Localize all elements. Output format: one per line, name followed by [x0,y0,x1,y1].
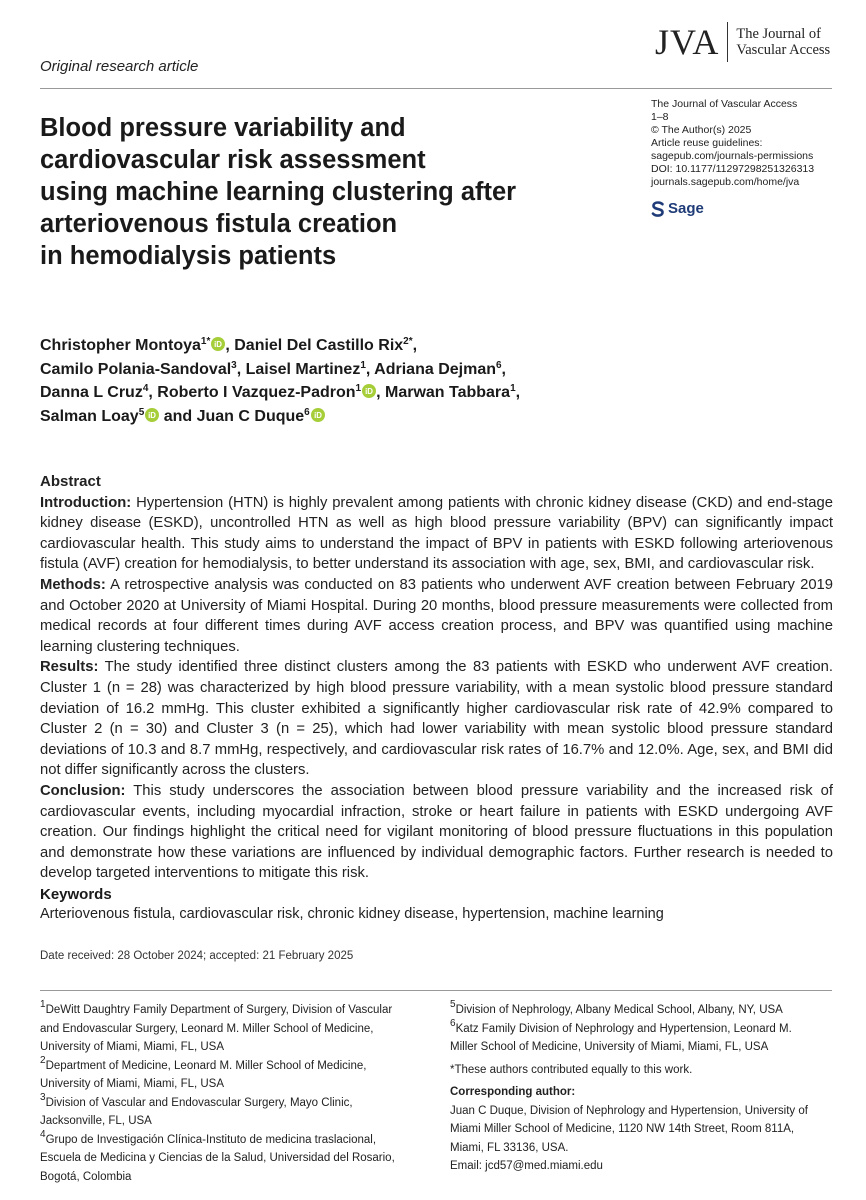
affiliation-text: Miller School of Medicine, University of Miami, Miami, FL, USA [450,1041,769,1053]
author-separator: , [412,337,418,354]
affiliation-text: Katz Family Division of Nephrology and Hypertension, Leonard M. [455,1022,792,1035]
affiliation-text: Escuela de Medicina y Ciencias de la Salud, Universidad del Rosario, [40,1152,395,1164]
equal-contribution-note: *These authors contributed equally to this work. [450,1063,693,1076]
keywords-text: Arteriovenous fistula, cardiovascular risk, chronic kidney disease, hypertension, machine learning [40,906,664,922]
author-name[interactable]: Marwan Tabbara [384,384,511,401]
affiliation-line [40,1001,440,1020]
author-separator: , [501,360,506,378]
abstract-methods [40,575,833,657]
orcid-icon[interactable] [311,408,325,422]
section-label: Results: [40,659,99,676]
affiliation-marker: 2 [40,1054,46,1066]
author-name[interactable]: Danna L Cruz [40,384,143,401]
affiliation-text: University of Miami, Miami, FL, USA [40,1041,225,1053]
affiliation-line [40,1091,440,1113]
article-type: Original research article [40,58,199,75]
affiliation-text: Grupo de Investigación Clínica-Instituto de medicina traslacional, [45,1133,377,1146]
svg-text:iD: iD [148,410,157,420]
affiliation [450,1001,850,1020]
journal-logo-mark: JVA [655,22,720,62]
affiliation [40,1091,440,1131]
affiliation-line [40,1054,440,1076]
author-affiliation-marker: 5 [138,406,145,418]
journal-logo[interactable] [655,20,830,64]
abstract-introduction [40,493,833,575]
publisher-name: Sage [668,200,704,217]
author-separator: , [376,384,385,401]
keywords-heading: Keywords [40,886,112,903]
footer-divider [40,990,832,991]
author-affiliation-marker: 3 [231,359,237,371]
affiliation-text: Department of Medicine, Leonard M. Miller School of Medicine, [45,1059,367,1072]
journal-name-line: Vascular Access [736,42,831,58]
journal-meta [651,98,851,189]
author-affiliation-marker: 6 [495,359,502,371]
affiliation-text: Division of Nephrology, Albany Medical School, Albany, NY, USA [455,1004,783,1016]
author-affiliation-marker: 1* [200,336,211,347]
affiliation-line [450,1038,850,1057]
affiliation-marker: 4 [40,1128,46,1140]
abstract-results [40,657,833,781]
sage-s-icon [651,201,665,217]
affiliations-left [40,1001,440,1186]
author-name[interactable]: Juan C Duque [196,407,305,425]
author-line [40,358,840,382]
affiliation-line [40,1075,440,1094]
title-line: cardiovascular risk assessment [40,146,426,174]
corresponding-line: Miami Miller School of Medicine, 1120 NW 14th Street, Room 811A, [450,1123,795,1135]
section-text: The study identified three distinct clusters among the 83 patients with ESKD who underwent AVF creation. Cluster 1 (n = 28) was characterized by high blood pressure variability, with a mean systolic blood pressure standard deviation of 16.2 mmHg. This cluster exhibited a significantly higher cardiovascular risk rate of 42.9% compared to Cluster 2 (n = 30) and Cluster 3 (n = 25), which had lower variability with mean systolic blood pressure standard deviations of 10.3 and 8.7 mmHg, respectively, and cardiovascular risk rates of 16.7% and 12.0%. Age, sex, and BMI did not differ significantly across the clusters. [40,659,833,779]
affiliation-text: University of Miami, Miami, FL, USA [40,1078,225,1090]
author-affiliation-marker: 2* [403,336,413,347]
section-label: Methods: [40,576,106,593]
author-separator: , [365,360,375,378]
affiliation-line [40,1168,440,1187]
author-separator: and [159,407,197,425]
affiliation-line [40,1038,440,1057]
affiliation-marker: 5 [450,999,456,1010]
affiliation-text: and Endovascular Surgery, Leonard M. Miller School of Medicine, [40,1022,374,1035]
author-separator: , [225,337,235,354]
logo-divider [727,22,728,62]
author-name[interactable]: Daniel Del Castillo Rix [234,337,404,354]
affiliation-list [450,1001,850,1057]
title-line: in hemodialysis patients [40,242,337,270]
corresponding-email[interactable]: Email: jcd57@med.miami.edu [450,1160,603,1172]
title-line: arteriovenous fistula creation [40,210,398,238]
svg-text:iD: iD [313,410,322,420]
affiliation-text: Division of Vascular and Endovascular Surgery, Mayo Clinic, [45,1096,353,1109]
meta-reuse-label: Article reuse guidelines: [651,137,763,149]
author-affiliation-marker: 1 [360,359,366,371]
affiliation-text: Bogotá, Colombia [40,1170,132,1183]
section-label: Introduction: [40,494,132,511]
affiliation [40,1128,440,1187]
journal-name-line: The Journal of [736,26,821,42]
author-name[interactable]: Christopher Montoya [40,337,201,354]
title-line: Blood pressure variability and [40,114,406,142]
orcid-icon[interactable] [211,337,225,351]
author-name[interactable]: Salman Loay [40,407,139,425]
affiliation-line [40,1128,440,1150]
meta-doi[interactable]: DOI: 10.1177/11297298251326313 [651,163,815,175]
affiliation-text: DeWitt Daughtry Family Department of Surgery, Division of Vascular [45,1004,393,1016]
affiliation [40,1054,440,1094]
svg-text:iD: iD [365,387,374,397]
section-text: This study underscores the association between blood pressure variability and the increased risk of cardiovascular events, including myocardial infraction, stroke or heart failure in patients with ESKD undergoing AVF creation. Our findings highlight the critical need for vigilant monitoring of blood pressure fluctuations in this population and demonstrate how these variations are influenced by individual demographic factors. Further research is needed to develop targeted interventions to mitigate this risk. [40,782,834,882]
meta-copyright: © The Author(s) 2025 [651,124,752,136]
meta-permissions-link[interactable]: sagepub.com/journals-permissions [651,150,814,162]
meta-pages: 1–8 [651,111,669,123]
author-list [40,334,840,428]
corresponding-line: Miami, FL 33136, USA. [450,1141,569,1154]
affiliation-marker: 6 [450,1017,456,1029]
affiliation-marker: 1 [40,999,46,1010]
affiliations-right [450,1001,850,1176]
affiliation-text: Jacksonville, FL, USA [40,1115,152,1127]
affiliation-line [450,1001,850,1020]
header-divider [40,88,832,89]
meta-journal-link[interactable]: journals.sagepub.com/home/jva [651,176,800,188]
author-separator: , [148,384,158,401]
abstract-heading: Abstract [40,473,101,490]
affiliation-line [40,1112,440,1131]
author-line [40,334,840,358]
section-text: Hypertension (HTN) is highly prevalent among patients with chronic kidney disease (CKD) and end-stage kidney disease (ESKD), uncontrolled HTN as well as high blood pressure variability (BPV) can significantly impact cardiovascular health. This study aims to understand the impact of BPV in patients with ESKD following arteriovenous fistula (AVF) creation for hemodialysis, to better understand its association with age, sex, BMI, and cardiovascular risk. [40,494,833,573]
corresponding-line: Juan C Duque, Division of Nephrology and Hypertension, University of [450,1104,808,1117]
received-dates: Date received: 28 October 2024; accepted: 21 February 2025 [40,950,354,962]
svg-text:iD: iD [214,340,223,350]
author-name[interactable]: Roberto I Vazquez-Padron [157,384,356,401]
affiliation-marker: 3 [40,1091,46,1103]
author-name[interactable]: Camilo Polania-Sandoval [40,360,232,378]
author-line [40,381,840,405]
publisher-logo[interactable] [651,200,704,217]
orcid-icon[interactable] [362,384,376,398]
abstract-conclusion [40,781,833,884]
section-label: Conclusion: [40,782,126,799]
author-separator: , [515,384,521,401]
journal-logo-name [736,26,830,58]
author-affiliation-marker: 1 [510,383,516,394]
author-line [40,405,840,429]
author-name[interactable]: Laisel Martinez [245,360,361,378]
orcid-icon[interactable] [145,408,159,422]
title-line: using machine learning clustering after [40,178,517,206]
affiliation-line [40,1149,440,1168]
corresponding-heading: Corresponding author: [450,1086,576,1098]
author-affiliation-marker: 4 [142,383,149,394]
author-affiliation-marker: 1 [355,383,362,394]
author-separator: , [236,360,246,378]
section-text: A retrospective analysis was conducted on 83 patients who underwent AVF creation between February 2019 and October 2020 at University of Miami Hospital. During 20 months, blood pressure measurements were collected from medical records at four different times during AVF access creation process, and BPV was quantified using machine learning clustering techniques. [40,576,834,655]
abstract [40,472,833,884]
article-title [40,112,600,272]
affiliation-line [450,1017,850,1039]
affiliation [450,1017,850,1057]
meta-journal: The Journal of Vascular Access [651,98,798,110]
affiliation-line [40,1020,440,1039]
affiliation [40,1001,440,1057]
author-name[interactable]: Adriana Dejman [374,360,496,378]
author-affiliation-marker: 6 [304,406,310,418]
